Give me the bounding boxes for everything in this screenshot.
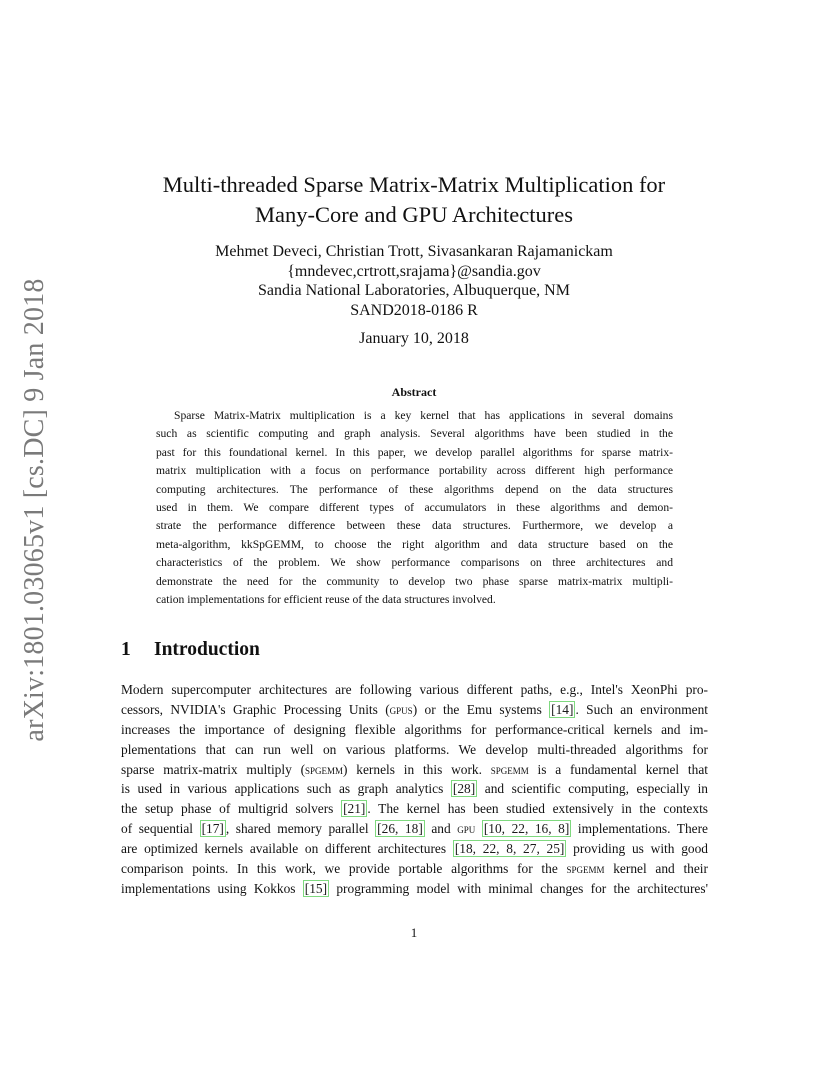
text-run: cessors, NVIDIA's Graphic Processing Units ( xyxy=(121,701,390,717)
author-block xyxy=(0,242,828,320)
text-run: sparse matrix-matrix multiply ( xyxy=(121,761,306,777)
text-run: programming model with minimal changes for the architectures' xyxy=(329,880,708,896)
title-line-2: Many-Core and GPU Architectures xyxy=(254,202,574,227)
title-line-1: Multi-threaded Sparse Matrix-Matrix Multiplication for xyxy=(162,172,666,197)
citation-link[interactable]: [18, 22, 8, 27, 25] xyxy=(454,841,565,857)
text-run: of sequential xyxy=(121,821,200,837)
text-run: comparison points. In this work, we provide portable algorithms for the xyxy=(121,861,567,877)
author-affiliation: Sandia National Laboratories, Albuquerque, NM xyxy=(258,282,570,299)
citation-link[interactable]: [26, 18] xyxy=(377,821,423,837)
citation-link[interactable]: [17] xyxy=(201,821,224,837)
abstract-line: such as scientific computing and graph analysis. Several algorithms have been studied in the xyxy=(156,427,673,441)
author-names: Mehmet Deveci, Christian Trott, Sivasankaran Rajamanickam xyxy=(215,243,613,260)
author-emails: {mndevec,crtrott,srajama}@sandia.gov xyxy=(287,262,541,280)
page-number: 1 xyxy=(410,925,418,940)
gpu-abbrev: gpu xyxy=(457,821,476,837)
body-line xyxy=(121,760,708,780)
abstract-line: past for this foundational kernel. In this paper, we develop parallel algorithms for sparse matrix- xyxy=(156,445,673,459)
text-run: the setup phase of multigrid solvers xyxy=(121,801,342,817)
text-run: , shared memory parallel xyxy=(225,821,376,837)
abstract-body xyxy=(156,407,673,609)
spgemm-abbrev: spgemm xyxy=(305,761,344,777)
abstract-line: meta-algorithm, kkSpGEMM, to choose the right algorithm and data structure based on the xyxy=(156,537,673,551)
section-title: Introduction xyxy=(154,639,260,660)
abstract-line: strate the performance difference between these data structures. Furthermore, we develop a xyxy=(156,519,673,533)
body-line: plementations that can run well on various platforms. We develop multi-threaded algorithms for xyxy=(121,741,708,757)
arxiv-sidebar xyxy=(8,278,62,742)
report-number: SAND2018-0186 R xyxy=(350,301,478,319)
text-run: are optimized kernels available on different architectures xyxy=(121,841,453,857)
text-run: implementations. There xyxy=(571,821,709,837)
text-run: providing us with good xyxy=(566,841,708,857)
abstract-line: computing architectures. The performance of these algorithms depend on the data structures xyxy=(156,482,673,496)
body-line: increases the importance of designing flexible algorithms for performance-critical kernels and im- xyxy=(121,721,708,737)
body-line xyxy=(121,859,708,879)
text-run: and xyxy=(424,821,458,837)
citation-link[interactable]: [21] xyxy=(343,801,366,817)
abstract-line: cation implementations for efficient reuse of the data structures involved. xyxy=(156,592,496,606)
abstract-heading: Abstract xyxy=(391,385,437,399)
body-line xyxy=(121,799,708,819)
text-run: . The kernel has been studied extensively in the contexts xyxy=(367,801,708,817)
text-run: is used in various applications such as graph analytics xyxy=(121,781,451,797)
body-line xyxy=(121,700,708,720)
section-number: 1 xyxy=(121,639,131,660)
text-run: is a fundamental kernel that xyxy=(528,761,709,777)
citation-link[interactable]: [28] xyxy=(452,781,476,797)
paper-title xyxy=(0,170,828,230)
section-heading-introduction xyxy=(121,639,260,661)
spgemm-abbrev: spgemm xyxy=(490,761,529,777)
text-run: implementations using Kokkos xyxy=(121,880,303,896)
introduction-body xyxy=(121,680,708,899)
arxiv-identifier: arXiv:1801.03065v1 [cs.DC] 9 Jan 2018 xyxy=(19,278,50,742)
text-run: ) or the Emu systems xyxy=(412,701,550,717)
body-line xyxy=(121,839,708,859)
citation-link[interactable]: [14] xyxy=(551,701,574,717)
text-run: ) kernels in this work. xyxy=(343,761,491,777)
abstract-line: characteristics of the problem. We show performance comparisons on three architectures and xyxy=(156,556,673,570)
text-run: and scientific computing, especially in xyxy=(477,781,708,797)
paper-date: January 10, 2018 xyxy=(359,330,469,347)
spgemm-abbrev: spgemm xyxy=(566,861,605,877)
text-run xyxy=(475,821,482,836)
gpus-abbrev: gpus xyxy=(389,701,413,717)
text-run: kernel and their xyxy=(604,861,708,877)
body-line xyxy=(121,779,708,799)
body-line: Modern supercomputer architectures are following various different paths, e.g., Intel's XeonPhi pro- xyxy=(121,682,708,697)
text-run: . Such an environment xyxy=(575,701,708,717)
abstract-line: matrix multiplication with a focus on performance portability across different high performance xyxy=(156,464,673,478)
body-line xyxy=(121,819,708,839)
abstract-line: demonstrate the need for the community to develop two phase sparse matrix-matrix multipli- xyxy=(156,574,673,588)
citation-link[interactable]: [10, 22, 16, 8] xyxy=(483,821,570,837)
citation-link[interactable]: [15] xyxy=(304,880,328,896)
abstract-line: used in them. We compare different types of accumulators in these algorithms and demon- xyxy=(156,500,673,514)
body-line xyxy=(121,879,708,899)
abstract-line: Sparse Matrix-Matrix multiplication is a key kernel that has applications in several domains xyxy=(174,409,673,422)
